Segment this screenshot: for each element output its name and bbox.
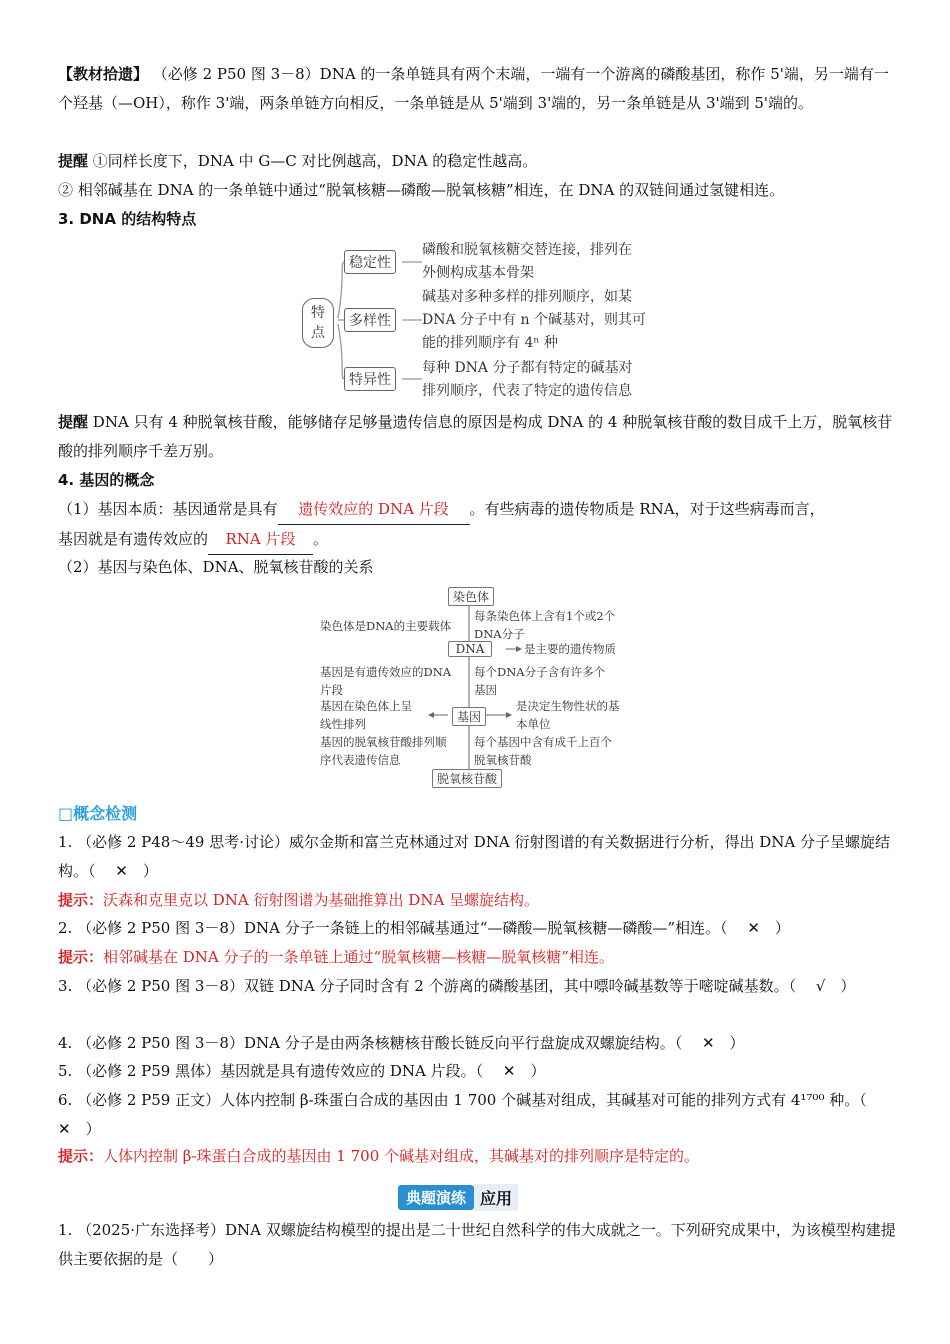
check-q4: 4. （必修 2 P50 图 3－8）DNA 分子是由两条核糖核苷酸长链反向平行盘旋成双螺旋结构。（ ✕ ） (58, 1034, 745, 1052)
relation-dna: DNA (448, 641, 492, 657)
relation-left-3b: 线性排列 (320, 717, 366, 731)
check-h6 (58, 1142, 898, 1171)
feature-stability-desc-2: 外侧构成基本骨架 (422, 265, 534, 281)
feature-stability-label: 稳定性 (349, 255, 391, 271)
feature-specificity-desc-2: 排列顺序，代表了特定的遗传信息 (422, 383, 632, 399)
relation-left-2b: 片段 (320, 683, 343, 697)
practice-banner-main: 典题演练 (398, 1185, 474, 1210)
features-root (302, 298, 334, 348)
feature-stability-desc (422, 239, 632, 285)
tip2-text: DNA 只有 4 种脱氧核苷酸，能够储存足够量遗传信息的原因是构成 DNA 的 4 种脱氧核苷酸的数目成千上万，脱氧核苷酸的排列顺序千差万别。 (58, 413, 893, 460)
hint-text-6: 人体内控制 β-珠蛋白合成的基因由 1 700 个碱基对组成，其碱基对的排列顺序是特定的。 (103, 1147, 700, 1165)
feature-stability-box (344, 250, 396, 274)
tip1-line2: ② 相邻碱基在 DNA 的一条单链中通过“脱氧核糖—磷酸—脱氧核糖”相连，在 DNA 的双链间通过氢键相连。 (58, 181, 785, 199)
relation-right-5a: 每个基因中含有成千上百个 (474, 735, 612, 749)
relation-chromosome: 染色体 (448, 587, 494, 606)
check-q2: 2. （必修 2 P50 图 3－8）DNA 分子一条链上的相邻碱基通过“—磷酸—脱氧核糖—磷酸—”相连。（ ✕ ） (58, 919, 790, 937)
relation-gene: 基因 (452, 707, 486, 726)
features-diagram (300, 240, 660, 410)
feature-diversity-desc (422, 286, 646, 355)
relation-diagram (316, 583, 646, 793)
relation-right-5b: 脱氧核苷酸 (474, 753, 532, 767)
tip2-paragraph (58, 408, 898, 466)
relation-right-5 (474, 733, 612, 769)
check-q1: 1. （必修 2 P48～49 思考·讨论）威尔金斯和富兰克林通过对 DNA 衍射图谱的有关数据进行分析，得出 DNA 分子呈螺旋结构。（ ✕ ） (58, 833, 891, 880)
check-q5: 5. （必修 2 P59 黑体）基因就是具有遗传效应的 DNA 片段。（ ✕ ） (58, 1062, 546, 1080)
feature-diversity-box (344, 308, 396, 332)
heading-gene-concept: 4. 基因的概念 (58, 471, 155, 489)
tip1-text1: ①同样长度下，DNA 中 G—C 对比例越高，DNA 的稳定性越高。 (92, 152, 538, 170)
relation-left-1: 染色体是DNA的主要载体 (320, 619, 452, 633)
tip1-line1 (58, 147, 898, 176)
relation-left-4 (320, 733, 447, 769)
relation-right-3 (474, 663, 605, 699)
feature-diversity-desc-2: DNA 分子中有 n 个碱基对，则其可 (422, 312, 646, 328)
feature-specificity-desc-1: 每种 DNA 分子都有特定的碱基对 (422, 360, 633, 376)
relation-left-4b: 序代表遗传信息 (320, 753, 401, 767)
hint-label-2: 提示： (58, 948, 104, 966)
hint-label-1: 提示： (58, 891, 104, 909)
feature-specificity-desc (422, 357, 633, 403)
relation-right-4a: 是决定生物性状的基 (516, 699, 620, 713)
gene-blank-1: 遗传效应的 DNA 片段 (278, 495, 470, 525)
relation-right-2: 是主要的遗传物质 (524, 642, 616, 656)
feature-specificity-box (344, 367, 396, 391)
check-q6: 6. （必修 2 P59 正文）人体内控制 β-珠蛋白合成的基因由 1 700 个碱基对组成，其碱基对可能的排列方式有 4¹⁷⁰⁰ 种。（ ✕ ） (58, 1091, 887, 1138)
relation-right-1 (474, 607, 615, 643)
tip1-tag: 提醒 (58, 152, 89, 170)
practice-banner (398, 1184, 518, 1210)
gene-essence-a: （1）基因本质：基因通常是具有 (58, 500, 278, 518)
hint-text-1: 沃森和克里克以 DNA 衍射图谱为基础推算出 DNA 呈螺旋结构。 (103, 891, 540, 909)
relation-nucleotide: 脱氧核苷酸 (432, 769, 502, 788)
feature-diversity-label: 多样性 (349, 313, 391, 329)
check-h2 (58, 943, 898, 972)
relation-left-2a: 基因是有遗传效应的DNA (320, 665, 452, 679)
supplement-paragraph (58, 60, 898, 118)
gene-essence-paragraph (58, 495, 898, 555)
practice-q1: 1. （2025·广东选择考）DNA 双螺旋结构模型的提出是二十世纪自然科学的伟大成就之一。下列研究成果中，为该模型构建提供主要依据的是（ ） (58, 1221, 896, 1268)
gene-essence-d: 。 (313, 530, 329, 548)
gene-relation-intro: （2）基因与染色体、DNA、脱氧核苷酸的关系 (58, 558, 374, 576)
relation-left-3 (320, 697, 412, 733)
relation-right-4 (516, 697, 620, 733)
concept-check-title: □概念检测 (58, 804, 138, 823)
gene-essence-b: 。有些病毒的遗传物质是 RNA，对于这些病毒而言， (469, 500, 825, 518)
hint-text-2: 相邻碱基在 DNA 分子的一条单链上通过“脱氧核糖—核糖—脱氧核糖”相连。 (103, 948, 614, 966)
relation-right-3a: 每个DNA分子含有许多个 (474, 665, 606, 679)
check-q3: 3. （必修 2 P50 图 3－8）双链 DNA 分子同时含有 2 个游离的磷酸基团，其中嘌呤碱基数等于嘧啶碱基数。（ √ ） (58, 977, 856, 995)
relation-left-4a: 基因的脱氧核苷酸排列顺 (320, 735, 447, 749)
supplement-tag: 【教材拾遗】 (58, 65, 149, 83)
features-root-label: 特点 (311, 305, 325, 341)
relation-right-4b: 本单位 (516, 717, 551, 731)
relation-left-3a: 基因在染色体上呈 (320, 699, 412, 713)
relation-right-1b: DNA分子 (474, 627, 525, 641)
practice-banner-sub: 应用 (474, 1184, 518, 1211)
relation-left-2 (320, 663, 451, 699)
feature-stability-desc-1: 磷酸和脱氧核糖交替连接，排列在 (422, 242, 632, 258)
relation-right-1a: 每条染色体上含有1个或2个 (474, 609, 616, 623)
gene-essence-c: 基因就是有遗传效应的 (58, 530, 209, 548)
check-h1 (58, 886, 898, 915)
tip2-tag: 提醒 (58, 413, 89, 431)
feature-diversity-desc-3: 能的排列顺序有 4ⁿ 种 (422, 335, 558, 351)
supplement-text: （必修 2 P50 图 3－8）DNA 的一条单链具有两个末端，一端有一个游离的磷酸基团，称作 5'端，另一端有一个羟基（—OH），称作 3'端，两条单链方向相反，一条单链是从 5'端到 3'端的，另一条单链是从 3'端到 5'端的。 (58, 65, 889, 112)
relation-right-3b: 基因 (474, 683, 497, 697)
heading-structure-features: 3. DNA 的结构特点 (58, 210, 197, 228)
feature-specificity-label: 特异性 (349, 372, 391, 388)
feature-diversity-desc-1: 碱基对多种多样的排列顺序，如某 (422, 289, 632, 305)
hint-label-6: 提示： (58, 1147, 104, 1165)
gene-blank-2: RNA 片段 (208, 525, 313, 555)
